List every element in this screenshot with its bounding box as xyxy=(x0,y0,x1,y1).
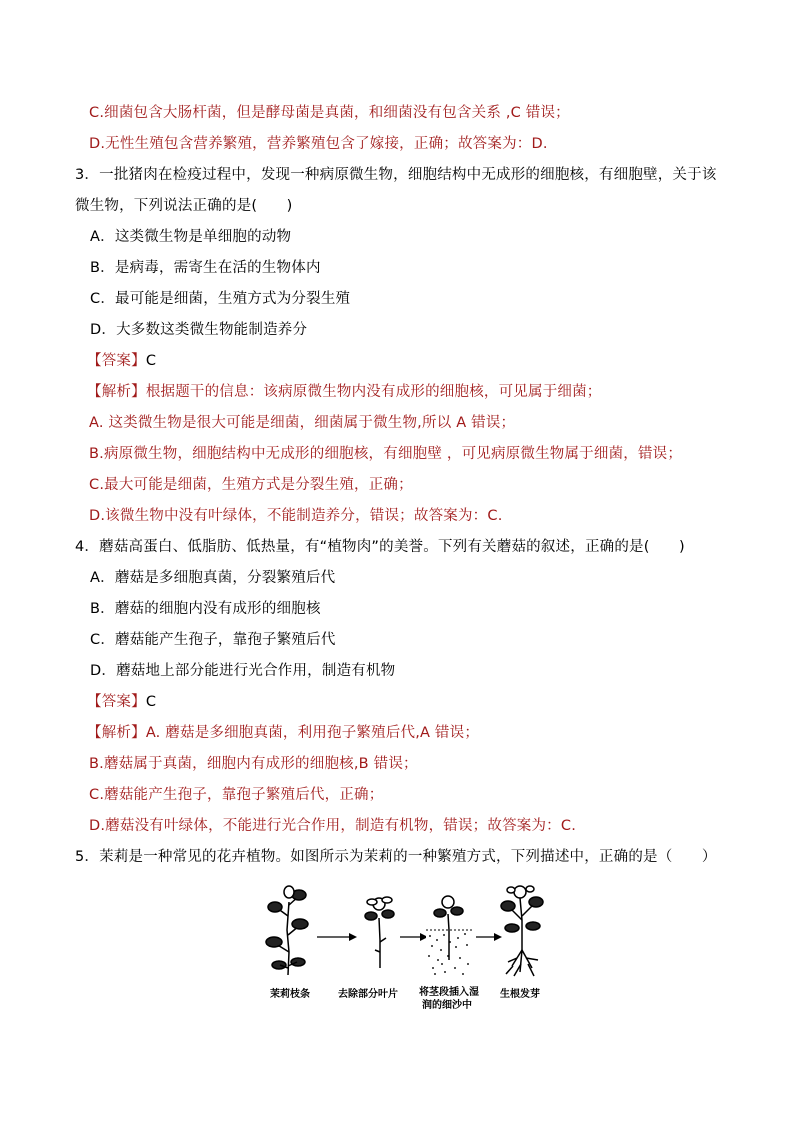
q3-explanation-b: B.病原微生物，细胞结构中无成形的细胞核，有细胞壁 ，可见病原微生物属于细菌，错误； xyxy=(89,446,683,462)
q4-option-b: B．蘑菇的细胞内没有成形的细胞核 xyxy=(90,601,321,617)
q3-explanation-c: C.最大可能是细菌，生殖方式是分裂生殖，正确； xyxy=(89,477,413,493)
q3-option-d: D．大多数这类微生物能制造养分 xyxy=(90,322,308,338)
q4-option-c: C．蘑菇能产生孢子，靠孢子繁殖后代 xyxy=(90,632,336,648)
caption-insert-sand-2: 润的细沙中 xyxy=(422,1000,472,1011)
q3-answer-tag: 【答案】 xyxy=(87,353,146,369)
q3-explanation-a: A. 这类微生物是很大可能是细菌，细菌属于微生物,所以 A 错误； xyxy=(89,415,516,431)
prev-explanation-c: C.细菌包含大肠杆菌，但是酵母菌是真菌，和细菌没有包含关系 ,C 错误； xyxy=(89,105,570,121)
q4-answer xyxy=(87,692,156,712)
jasmine-branch-illustration xyxy=(266,886,308,975)
q3-option-b: B．是病毒，需寄生在活的生物体内 xyxy=(90,260,321,276)
trimmed-cutting-illustration xyxy=(365,897,394,968)
q4-answer-tag: 【答案】 xyxy=(87,694,146,710)
q3-explanation-d: D.该微生物中没有叶绿体，不能制造养分，错误；故答案为：C. xyxy=(89,508,503,524)
q3-analysis-text: 根据题干的信息：该病原微生物内没有成形的细胞核，可见属于细菌； xyxy=(145,384,602,400)
q4-option-d: D．蘑菇地上部分能进行光合作用，制造有机物 xyxy=(90,663,396,679)
q3-stem-line2: 微生物，下列说法正确的是( ) xyxy=(75,198,293,214)
q3-analysis-tag: 【解析】 xyxy=(87,384,146,400)
q4-explanation-d: D.蘑菇没有叶绿体，不能进行光合作用，制造有机物，错误；故答案为：C. xyxy=(89,818,577,834)
q4-explanation-b: B.蘑菇属于真菌，细胞内有成形的细胞核,B 错误； xyxy=(89,756,418,772)
arrow-2 xyxy=(400,933,428,941)
arrow-1 xyxy=(317,933,357,941)
q3-analysis xyxy=(87,382,602,402)
prev-explanation-d: D.无性生殖包含营养繁殖，营养繁殖包含了嫁接，正确；故答案为：D. xyxy=(89,136,548,152)
caption-root-sprout: 生根发芽 xyxy=(500,989,540,1000)
q3-stem-line1: 3．一批猪肉在检疫过程中，发现一种病原微生物，细胞结构中无成形的细胞核，有细胞壁，关于该 xyxy=(75,167,717,183)
caption-jasmine-branch: 茉莉枝条 xyxy=(270,989,310,1000)
propagation-figure xyxy=(262,880,552,1015)
rooted-sprouting-illustration xyxy=(501,886,543,976)
q3-answer-value: C xyxy=(145,353,157,369)
caption-insert-sand-1: 将茎段插入湿 xyxy=(419,987,479,998)
q3-answer xyxy=(87,351,156,371)
q4-analysis xyxy=(87,723,479,743)
q4-explanation-c: C.蘑菇能产生孢子，靠孢子繁殖后代，正确； xyxy=(89,787,384,803)
q3-option-c: C．最可能是细菌，生殖方式为分裂生殖 xyxy=(90,291,351,307)
caption-remove-leaves: 去除部分叶片 xyxy=(338,989,398,1000)
cutting-in-sand-illustration xyxy=(426,896,472,978)
q4-analysis-tag: 【解析】 xyxy=(87,725,146,741)
q4-explanation-a: A. 蘑菇是多细胞真菌，利用孢子繁殖后代,A 错误； xyxy=(145,725,480,741)
q4-answer-value: C xyxy=(145,694,157,710)
q4-stem: 4．蘑菇高蛋白、低脂肪、低热量，有“植物肉”的美誉。下列有关蘑菇的叙述，正确的是( ) xyxy=(75,539,685,555)
q5-stem: 5．茉莉是一种常见的花卉植物。如图所示为茉莉的一种繁殖方式，下列描述中，正确的是（ ） xyxy=(75,849,717,865)
q4-option-a: A．蘑菇是多细胞真菌，分裂繁殖后代 xyxy=(90,570,336,586)
arrow-3 xyxy=(476,933,502,941)
q3-option-a: A．这类微生物是单细胞的动物 xyxy=(90,229,292,245)
